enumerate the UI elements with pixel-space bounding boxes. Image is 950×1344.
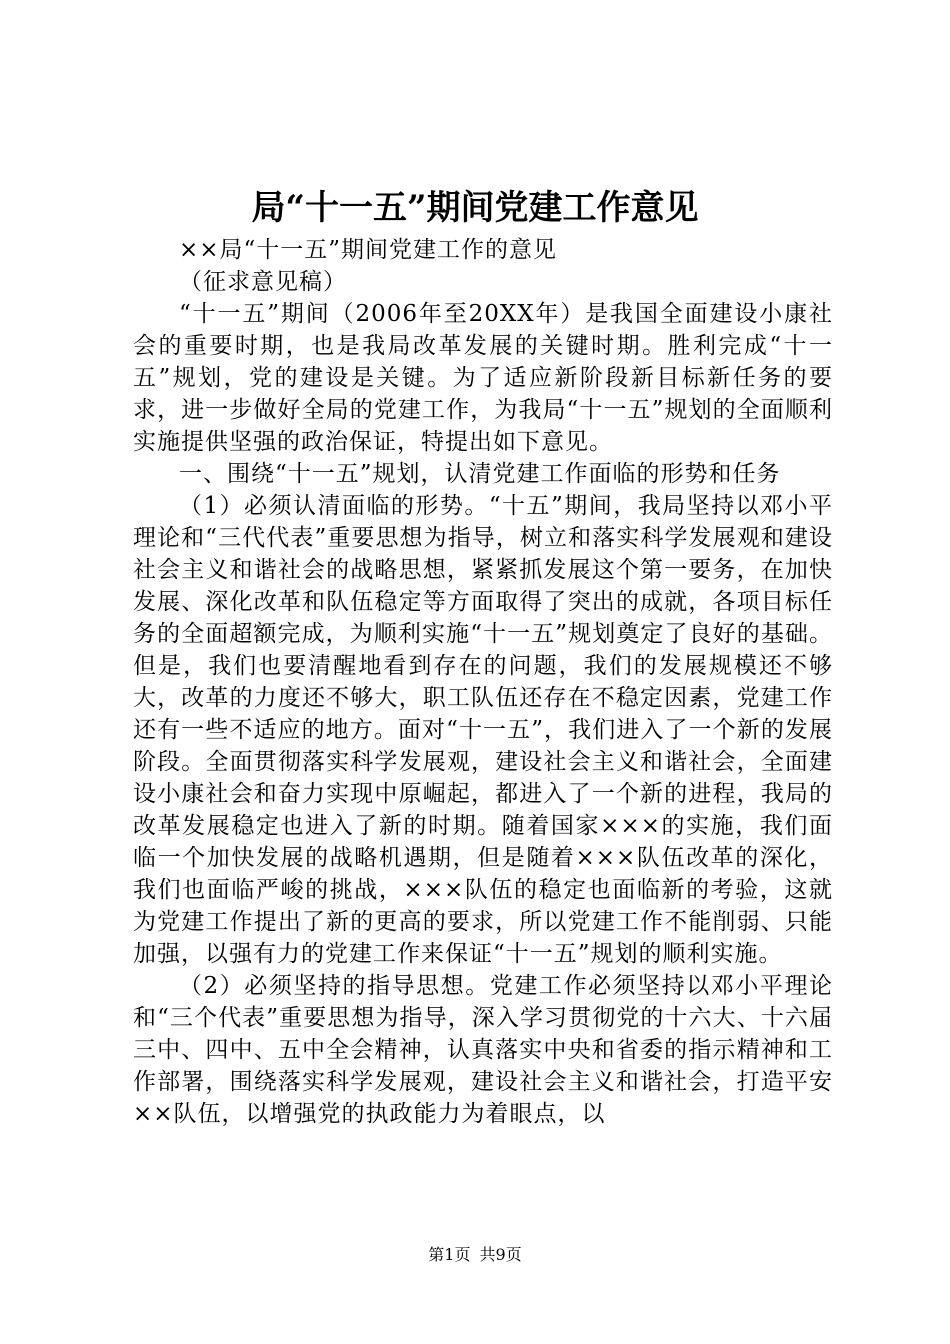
page-number: 第1页 <box>428 1245 471 1264</box>
section-heading: 一、围绕“十一五”规划，认清党建工作面临的形势和任务 <box>179 461 781 487</box>
doc-draft-note: （征求意见稿） <box>179 269 347 295</box>
page-footer <box>0 1244 950 1266</box>
doc-paragraph: （1）必须认清面临的形势。“十五”期间，我局坚持以邓小平理论和“三代代表”重要思想为指导，树立和落实科学发展观和建设社会主义和谐社会的战略思想，紧紧抓发展这个第一要务，在加快发展、深化改革和队伍稳定等方面取得了突出的成就，各项目标任务的全面超额完成，为顺利实施“十一五”规划奠定了良好的基础。但是，我们也要清醒地看到存在的问题，我们的发展规模还不够大，改革的力度还不够大，职工队伍还存在不稳定因素，党建工作还有一些不适应的地方。面对“十一五”，我们进入了一个新的发展阶段。全面贯彻落实科学发展观，建设社会主义和谐社会，全面建设小康社会和奋力实现中原崛起，都进入了一个新的进程，我局的改革发展稳定也进入了新的时期。随着国家×××的实施，我们面临一个加快发展的战略机遇期，但是随着×××队伍改革的深化，我们也面临严峻的挑战，×××队伍的稳定也面临新的考验，这就为党建工作提出了新的更高的要求，所以党建工作不能削弱、只能加强，以强有力的党建工作来保证“十一五”规划的顺利实施。 <box>133 493 833 967</box>
document-body <box>133 234 833 1130</box>
doc-subtitle: ××局“十一五”期间党建工作的意见 <box>179 237 558 263</box>
page-total: 共9页 <box>479 1245 522 1264</box>
doc-paragraph: “十一五”期间（2006年至20XX年）是我国全面建设小康社会的重要时期，也是我局改革发展的关键时期。胜利完成“十一五”规划，党的建设是关键。为了适应新阶段新目标新任务的要求，进一步做好全局的党建工作，为我局“十一五”规划的全面顺利实施提供坚强的政治保证，特提出如下意见。 <box>133 301 833 455</box>
document-title: 局“十一五”期间党建工作意见 <box>251 188 699 228</box>
doc-paragraph: （2）必须坚持的指导思想。党建工作必须坚持以邓小平理论和“三个代表”重要思想为指导，深入学习贯彻党的十六大、十六届三中、四中、五中全会精神，认真落实中央和省委的指示精神和工作部署，围绕落实科学发展观，建设社会主义和谐社会，打造平安××队伍，以增强党的执政能力为着眼点，以 <box>133 973 833 1127</box>
